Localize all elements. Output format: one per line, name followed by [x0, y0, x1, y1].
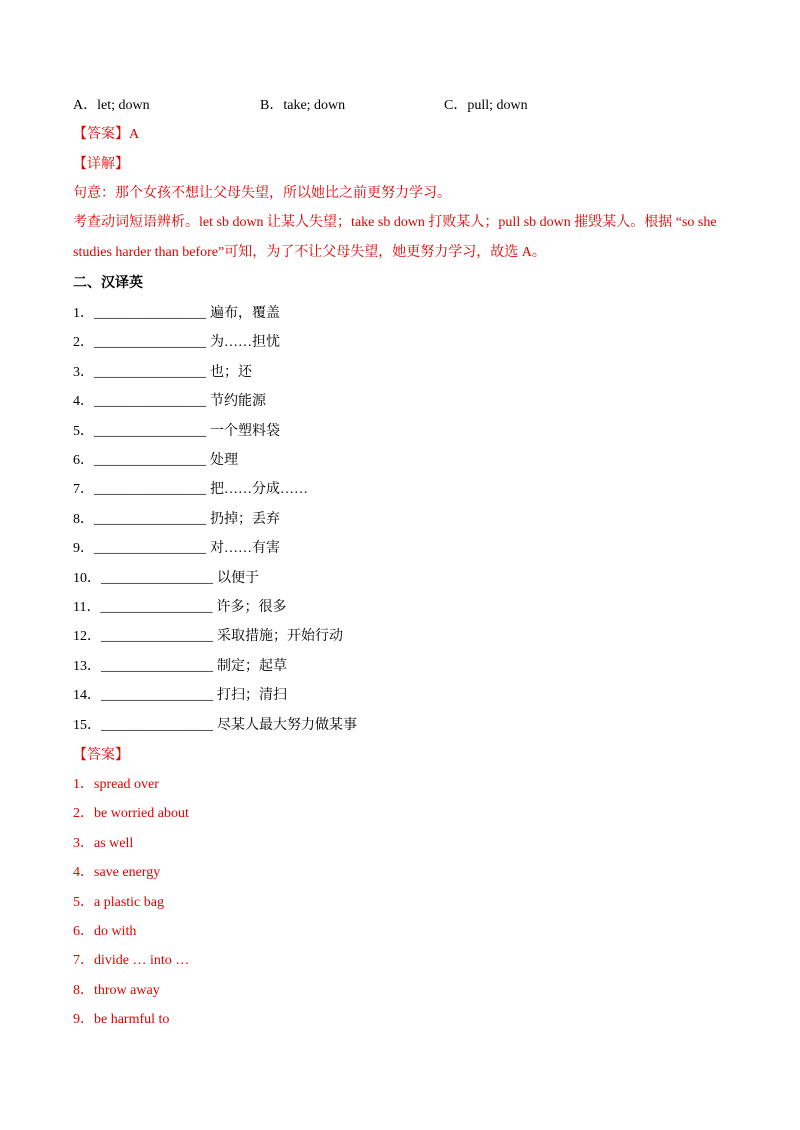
question-number: 3．	[73, 364, 94, 380]
question-text: 一个塑料袋	[210, 423, 280, 439]
question-text: 许多；很多	[216, 600, 287, 615]
question-row	[73, 480, 308, 500]
answer-blank[interactable]: ________________	[94, 394, 206, 410]
section-title: 二、汉译英	[73, 276, 143, 291]
answer-blank[interactable]: ________________	[101, 658, 213, 674]
answer-blank[interactable]: ________________	[94, 364, 206, 380]
question-number: 1．	[73, 306, 94, 321]
option-b: B．take; down	[260, 98, 346, 113]
question-number: 8．	[73, 511, 94, 527]
answer-item: 7．divide … into …	[73, 953, 190, 969]
answer-item: 3．as well	[73, 835, 134, 851]
question-row	[73, 598, 286, 618]
answer-item: 5．a plastic bag	[73, 894, 164, 910]
answer-item: 8．throw away	[73, 982, 160, 998]
answer-blank[interactable]: ________________	[100, 600, 213, 615]
answer-blank[interactable]: ________________	[94, 453, 206, 468]
option-a: A．let; down	[73, 98, 150, 113]
answer-item: 6．do with	[73, 924, 137, 939]
question-row	[73, 657, 287, 677]
question-text: 采取措施；开始行动	[217, 629, 343, 645]
analysis-line-1: 考查动词短语辨析。let sb down 让某人失望；take sb down 打败某人；pull sb down 摧毁某人。根据 “so she	[73, 215, 717, 230]
question-row	[73, 510, 280, 530]
question-row	[73, 627, 343, 647]
answer-blank[interactable]: ________________	[101, 570, 213, 586]
detail-label: 【详解】	[73, 157, 129, 172]
question-text: 尽某人最大努力做某事	[217, 717, 357, 733]
question-row	[73, 304, 280, 324]
answer-item: 9．be harmful to	[73, 1012, 170, 1028]
question-text: 节约能源	[210, 394, 266, 410]
answer-blank[interactable]: ________________	[94, 482, 206, 498]
question-number: 13．	[73, 658, 101, 674]
question-row	[73, 451, 238, 471]
question-number: 4．	[73, 394, 94, 410]
question-number: 6．	[73, 453, 94, 468]
option-c: C．pull; down	[444, 98, 528, 113]
answer-blank[interactable]: ________________	[94, 423, 206, 439]
question-text: 打扫；清扫	[217, 688, 287, 704]
question-number: 14．	[73, 688, 101, 704]
answer-blank[interactable]: ________________	[101, 717, 213, 733]
answer-blank[interactable]: ________________	[101, 688, 213, 704]
answer-blank[interactable]: ________________	[94, 335, 206, 351]
answer-list-label: 【答案】	[73, 748, 129, 763]
question-row	[73, 392, 266, 412]
question-number: 9．	[73, 541, 94, 557]
question-number: 15．	[73, 717, 101, 733]
question-text: 扔掉；丢弃	[210, 511, 280, 527]
question-number: 7．	[73, 482, 94, 498]
answer-blank[interactable]: ________________	[94, 511, 206, 527]
sentence-meaning: 句意：那个女孩不想让父母失望，所以她比之前更努力学习。	[73, 186, 451, 201]
answer-item: 1．spread over	[73, 777, 159, 792]
question-number: 10．	[73, 570, 101, 586]
question-text: 以便于	[217, 570, 259, 586]
question-row	[73, 422, 280, 442]
question-row	[73, 333, 280, 353]
answer-item: 4．save energy	[73, 865, 161, 881]
answer-blank[interactable]: ________________	[94, 541, 206, 557]
question-text: 为……担忧	[210, 335, 280, 351]
question-number: 2．	[73, 335, 94, 351]
question-row	[73, 363, 252, 383]
question-text: 制定；起草	[217, 658, 287, 674]
answer-label: 【答案】A	[73, 127, 140, 142]
question-text: 也；还	[210, 364, 252, 380]
question-row	[73, 686, 287, 706]
answer-item: 2．be worried about	[73, 806, 189, 822]
question-row	[73, 569, 259, 589]
question-text: 把……分成……	[210, 482, 308, 498]
question-number: 12．	[73, 629, 101, 645]
question-row	[73, 716, 357, 736]
question-text: 对……有害	[210, 541, 280, 557]
question-number: 5．	[73, 423, 94, 439]
answer-blank[interactable]: ________________	[101, 629, 213, 645]
analysis-line-2: studies harder than before”可知，为了不让父母失望，她更努力学习，故选 A。	[73, 245, 546, 260]
question-text: 遍布，覆盖	[210, 306, 280, 321]
question-text: 处理	[210, 453, 238, 468]
answer-blank[interactable]: ________________	[94, 306, 206, 321]
question-row	[73, 539, 280, 559]
question-number: 11．	[73, 600, 101, 615]
